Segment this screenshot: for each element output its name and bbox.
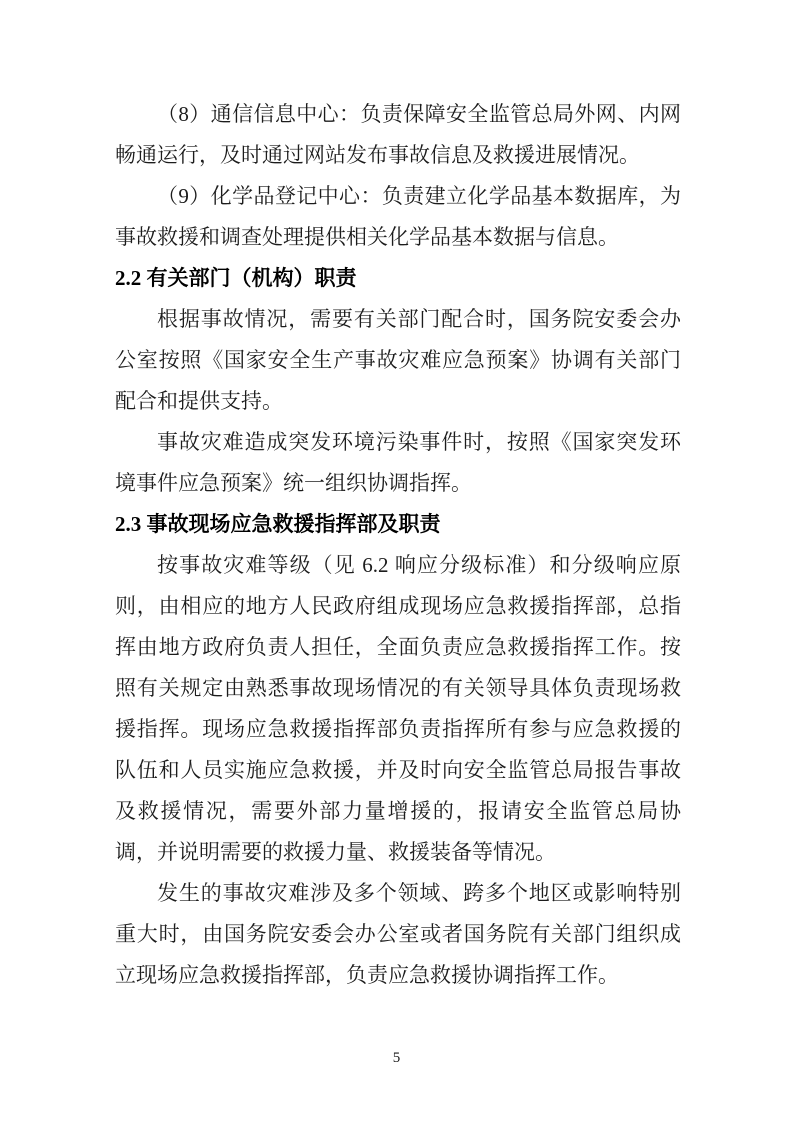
section-2-3-paragraph-2: 发生的事故灾难涉及多个领域、跨多个地区或影响特别重大时，由国务院安委会办公室或者国务院有关部门组织成立现场应急救援指挥部，负责应急救援协调指挥工作。	[115, 881, 681, 987]
section-2-2-paragraph-2: 事故灾难造成突发环境污染事件时，按照《国家突发环境事件应急预案》统一组织协调指挥。	[115, 430, 681, 495]
page-number: 5	[392, 1050, 401, 1066]
section-2-2-paragraph-1: 根据事故情况，需要有关部门配合时，国务院安委会办公室按照《国家安全生产事故灾难应急预案》协调有关部门配合和提供支持。	[115, 307, 681, 413]
document-body	[115, 94, 681, 996]
list-item-8: （8）通信信息中心：负责保障安全监管总局外网、内网畅通运行，及时通过网站发布事故信息及救援进展情况。	[115, 102, 681, 167]
section-heading-2-3: 2.3 事故现场应急救援指挥部及职责	[115, 512, 441, 536]
section-heading-2-2: 2.2 有关部门（机构）职责	[115, 266, 357, 290]
list-item-9: （9）化学品登记中心：负责建立化学品基本数据库，为事故救援和调查处理提供相关化学品基本数据与信息。	[115, 184, 681, 249]
section-2-3-paragraph-1: 按事故灾难等级（见 6.2 响应分级标准）和分级响应原则，由相应的地方人民政府组成现场应急救援指挥部，总指挥由地方政府负责人担任，全面负责应急救援指挥工作。按照有关规定由熟悉事故现场情况的有关领导具体负责现场救援指挥。现场应急救援指挥部负责指挥所有参与应急救援的队伍和人员实施应急救援，并及时向安全监管总局报告事故及救援情况，需要外部力量增援的，报请安全监管总局协调，并说明需要的救援力量、救援装备等情况。	[115, 553, 681, 864]
